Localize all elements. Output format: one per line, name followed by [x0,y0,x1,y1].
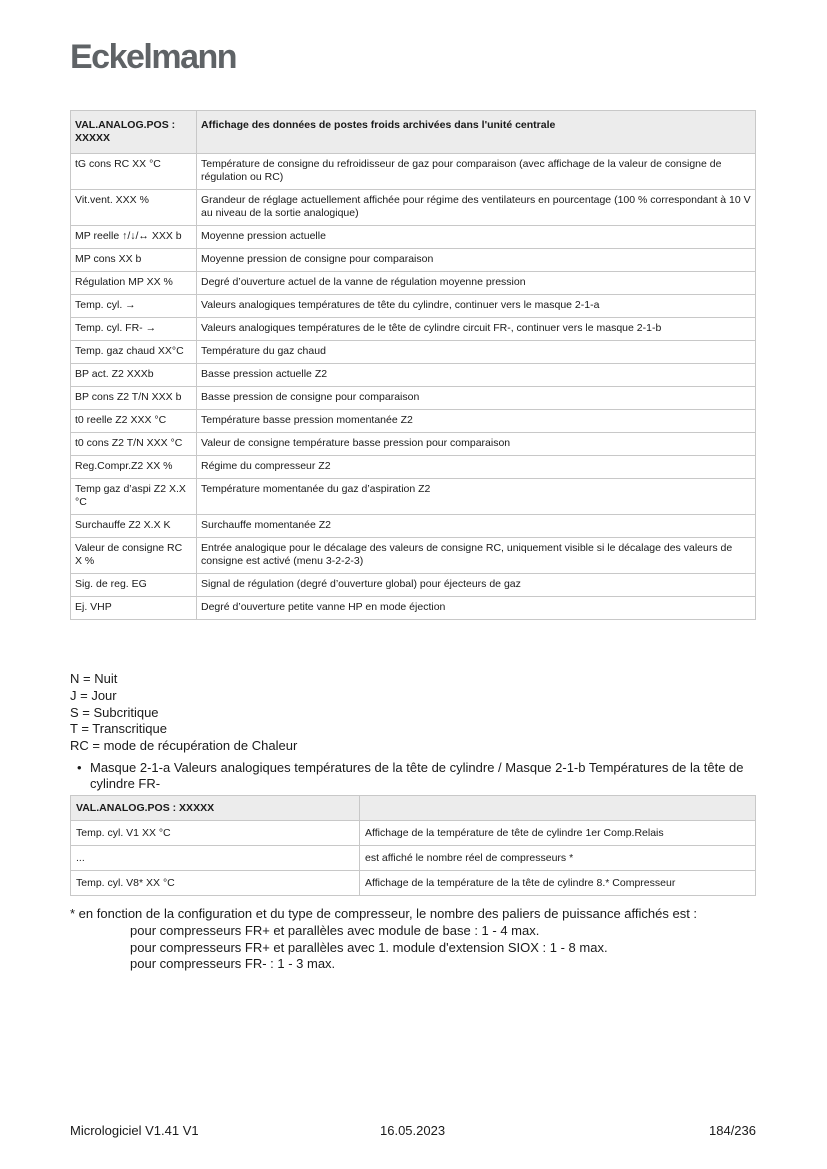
parameter-cell: tG cons RC XX °C [71,154,197,190]
parameter-cell: Ej. VHP [71,597,197,620]
description-cell: Température momentanée du gaz d’aspiration Z2 [197,479,756,515]
header-cell-description: Affichage des données de postes froids archivées dans l'unité centrale [197,111,756,154]
legend-line: J = Jour [70,687,117,703]
table-row [71,871,756,896]
description-cell: Moyenne pression de consigne pour comparaison [197,249,756,272]
footnote-line: pour compresseurs FR+ et parallèles avec 1. module d'extension SIOX : 1 - 8 max. [130,939,608,955]
description-cell: Degré d’ouverture actuel de la vanne de régulation moyenne pression [197,272,756,295]
table-row [71,574,756,597]
table-header-row [71,796,756,821]
table-row [71,433,756,456]
description-cell: Basse pression de consigne pour comparaison [197,387,756,410]
parameter-cell: t0 cons Z2 T/N XXX °C [71,433,197,456]
description-cell: Valeurs analogiques températures de tête du cylindre, continuer vers le masque 2-1-a [197,295,756,318]
compressor-footnote [70,906,697,973]
parameter-cell: BP act. Z2 XXXb [71,364,197,387]
table-row [71,456,756,479]
table-row [71,410,756,433]
table-row [71,846,756,871]
parameter-cell: Surchauffe Z2 X.X K [71,515,197,538]
header-cell-description [360,796,756,821]
parameter-cell: Reg.Compr.Z2 XX % [71,456,197,479]
table-row [71,364,756,387]
description-cell: Grandeur de réglage actuellement affichée pour régime des ventilateurs en pourcentage (100 % correspondant à 10 V au niveau de la sortie analogique) [197,190,756,226]
footnote-line: pour compresseurs FR+ et parallèles avec module de base : 1 - 4 max. [130,922,540,938]
parameter-cell: Sig. de reg. EG [71,574,197,597]
parameter-cell: Valeur de consigne RC X % [71,538,197,574]
table-row [71,318,756,341]
description-cell: Température de consigne du refroidisseur de gaz pour comparaison (avec affichage de la valeur de consigne de régulation ou RC) [197,154,756,190]
table-row [71,249,756,272]
legend-line: N = Nuit [70,671,118,686]
parameter-cell: Temp gaz d’aspi Z2 X.X °C [71,479,197,515]
description-cell: Entrée analogique pour le décalage des valeurs de consigne RC, uniquement visible si le décalage des valeurs de consigne est activé (menu 3-2-2-3) [197,538,756,574]
analog-values-table [70,110,756,620]
cylinder-temperature-table [70,795,756,896]
bullet-item-mask-2-1 [77,760,757,792]
footer-page-number: 184/236 [709,1123,756,1138]
table-row [71,479,756,515]
header-cell-parameter: VAL.ANALOG.POS : XXXXX [71,796,360,821]
footer-firmware-version: Micrologiciel V1.41 V1 [70,1123,199,1138]
parameter-cell: Temp. cyl. FR- → [71,318,197,341]
description-cell: Température du gaz chaud [197,341,756,364]
table-row [71,821,756,846]
description-cell: est affiché le nombre réel de compresseurs * [360,846,756,871]
header-cell-parameter: VAL.ANALOG.POS : XXXXX [71,111,197,154]
parameter-cell: Temp. cyl. → [71,295,197,318]
table-row [71,272,756,295]
description-cell: Régime du compresseur Z2 [197,456,756,479]
description-cell: Température basse pression momentanée Z2 [197,410,756,433]
parameter-cell: MP cons XX b [71,249,197,272]
table-row [71,190,756,226]
parameter-cell: BP cons Z2 T/N XXX b [71,387,197,410]
bullet-text: Masque 2-1-a Valeurs analogiques températures de la tête de cylindre / Masque 2-1-b Températures de la tête de cylindre FR- [90,760,744,791]
description-cell: Signal de régulation (degré d’ouverture global) pour éjecteurs de gaz [197,574,756,597]
abbreviation-legend [70,671,297,755]
table-row [71,538,756,574]
bullet-icon: • [77,760,82,775]
table-header-row [71,111,756,154]
table-row [71,295,756,318]
table-row [71,226,756,249]
footer-date: 16.05.2023 [380,1123,446,1138]
footnote-line: pour compresseurs FR- : 1 - 3 max. [130,956,336,972]
parameter-cell: Vit.vent. XXX % [71,190,197,226]
parameter-cell: MP reelle ↑/↓/↔ XXX b [71,226,197,249]
eckelmann-logo: Eckelmann [70,38,237,76]
table-row [71,597,756,620]
table-row [71,154,756,190]
description-cell: Basse pression actuelle Z2 [197,364,756,387]
parameter-cell: Temp. gaz chaud XX°C [71,341,197,364]
table-row [71,341,756,364]
table-row [71,387,756,410]
legend-line: T = Transcritique [70,721,167,737]
parameter-cell: Temp. cyl. V8* XX °C [71,871,360,896]
table-row [71,515,756,538]
description-cell: Affichage de la température de tête de cylindre 1er Comp.Relais [360,821,756,846]
parameter-cell: Temp. cyl. V1 XX °C [71,821,360,846]
description-cell: Valeurs analogiques températures de le tête de cylindre circuit FR-, continuer vers le masque 2-1-b [197,318,756,341]
legend-line: S = Subcritique [70,704,159,720]
footnote-intro: * en fonction de la configuration et du type de compresseur, le nombre des paliers de puissance affichés est : [70,906,698,921]
description-cell: Degré d’ouverture petite vanne HP en mode éjection [197,597,756,620]
parameter-cell: ... [71,846,360,871]
description-cell: Surchauffe momentanée Z2 [197,515,756,538]
parameter-cell: t0 reelle Z2 XXX °C [71,410,197,433]
legend-line: RC = mode de récupération de Chaleur [70,738,298,754]
description-cell: Valeur de consigne température basse pression pour comparaison [197,433,756,456]
description-cell: Moyenne pression actuelle [197,226,756,249]
description-cell: Affichage de la température de la tête de cylindre 8.* Compresseur [360,871,756,896]
parameter-cell: Régulation MP XX % [71,272,197,295]
